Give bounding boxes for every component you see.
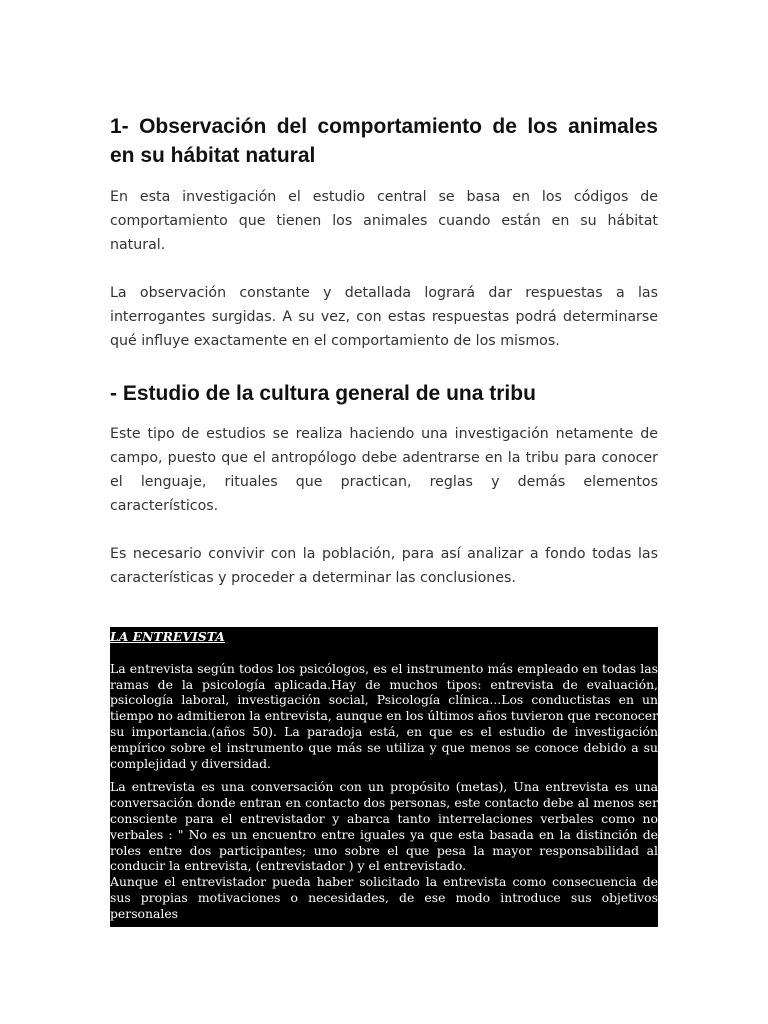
section1-paragraph-1: En esta investigación el estudio central se basa en los códigos de comportamiento que tienen los animales cuando están en su hábitat natural. <box>110 189 658 253</box>
interview-paragraph-3: Aunque el entrevistador pueda haber solicitado la entrevista como consecuencia de sus propias motivaciones o necesidades, de ese modo introduce sus objetivos personales <box>110 874 658 921</box>
section1-paragraph-2: La observación constante y detallada logrará dar respuestas a las interrogantes surgidas. A su vez, con estas respuestas podrá determinarse qué influye exactamente en el comportamiento de los mismos. <box>110 285 658 349</box>
document-page <box>110 112 658 590</box>
interview-paragraph-2: La entrevista es una conversación con un propósito (metas), Una entrevista es una conversación donde entran en contacto dos personas, este contacto debe al menos ser consciente para el entrevistador y abarca tanto interrelaciones verbales como no verbales : " No es un encuentro entre iguales ya que esta basada en la distinción de roles entre dos participantes; uno sobre el que pesa la mayor responsabilidad al conducir la entrevista, (entrevistador ) y el entrevistado. <box>110 779 658 874</box>
interview-box-title: LA ENTREVISTA <box>110 629 225 644</box>
section2-paragraph-2: Es necesario convivir con la población, para así analizar a fondo todas las características y proceder a determinar las conclusiones. <box>110 546 658 586</box>
section2-paragraph-1: Este tipo de estudios se realiza haciendo una investigación netamente de campo, puesto que el antropólogo debe adentrarse en la tribu para conocer el lenguaje, rituales que practican, reglas y demás elementos característicos. <box>110 426 658 514</box>
interview-text-box <box>110 627 658 927</box>
interview-paragraph-1: La entrevista según todos los psicólogos, es el instrumento más empleado en todas las ramas de la psicología aplicada.Hay de muchos tipos: entrevista de evaluación, psicología laboral, investigación social, Psicología clínica...Los conductistas en un tiempo no admitieron la entrevista, aunque en los últimos años tuvieron que reconocer su importancia.(años 50). La paradoja está, en que es el estudio de investigación empírico sobre el instrumento que más se utiliza y que menos se conoce debido a su complejidad y diversidad. <box>110 660 658 771</box>
section-heading-animal-observation: 1- Observación del comportamiento de los animales en su hábitat natural <box>110 115 658 167</box>
section-heading-tribe-culture: - Estudio de la cultura general de una tribu <box>110 382 536 405</box>
